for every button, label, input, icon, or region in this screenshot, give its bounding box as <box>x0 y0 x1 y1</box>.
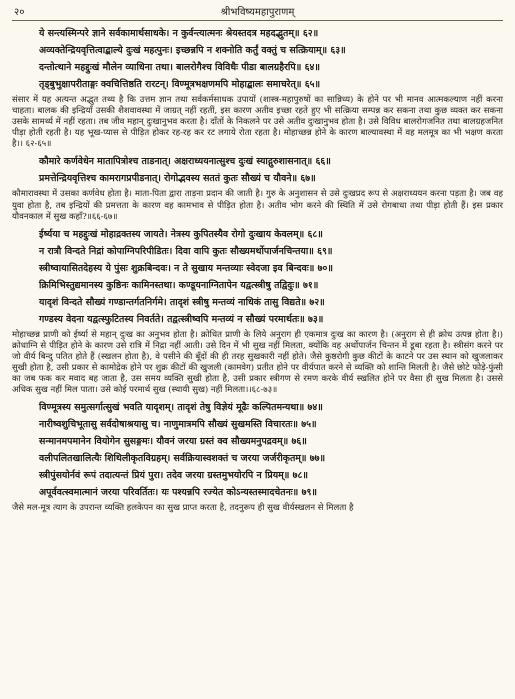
verse-62: ये सन्त्यस्मिन्परे ज्ञाने सर्वकामार्थसाधके। न कुर्वन्त्यात्मनः श्रेयस्तदत्र महदद्भुतम्॥ ६२॥ <box>39 28 319 39</box>
verse-79: अपूर्ववत्स्वमात्मानं जरया परिवर्तितः। यः पश्यन्नपि रज्येत कोऽन्यस्तस्मादचेतनः॥ ७९॥ <box>39 487 317 499</box>
commentary-66-67: कौमारावस्था में उसका कर्णवेध होता है। माता-पिता द्वारा ताड़ना प्रदान की जाती है। गुरु के अनुशासन से उसे दुःखप्रद रूप से अक्षराध्ययन करना पड़ता है। जब वह युवा होता है, तब इन्द्रियों की प्रमत्तता के कारण वह कामभाव से पीड़ित होता है। अतीव भोग करने की स्थिति में उसे रोगबाधा तथा पीड़ा होती हैं। इस प्रकार यौवनकाल में सुख कहाँ?॥६६-६७॥ <box>12 189 503 222</box>
verse-67: प्रमत्तेन्द्रियवृत्तिश्च कामरागप्रपीडनात्। रोगोद्भवस्य सततं कुतः सौख्यं च यौवने॥ ६७॥ <box>39 173 316 185</box>
verse-63: अव्यक्तेन्द्रियवृत्तित्वाद्बाल्ये दुःखं महत्पुनः। इच्छन्नपि न शक्नोति कर्तुं वक्तुं च सत्क्रियाम्॥ ६३॥ <box>39 45 346 56</box>
verse-66: कौमारे कर्णवेधेन मातापित्रोश्च ताडनात्। अक्षराध्ययनात्सुश्च दुःखं स्याद्गुरुशासनात्॥ ६६॥ <box>39 156 331 168</box>
verse-73: गण्डस्य वेदना यद्वत्स्फुटितस्य निवर्तते। तद्वत्स्त्रीष्वपि मन्तव्यं न सौख्यं परमार्थतः॥ ७३॥ <box>39 313 324 325</box>
verse-71: क्रिमिभिस्तुद्यमानस्य कुष्ठिनः कामिनस्तथा। कण्डूयनाग्नितापेन यद्वत्स्त्रीषु तद्विदुः॥ ७१॥ <box>39 279 319 291</box>
verse-76: सन्मानमपमानेन वियोगेन सुसङ्गमः। यौवनं जरया ग्रस्तं क्व सौख्यमनुपद्रवम्॥ ७६॥ <box>39 436 307 448</box>
verse-65: तृड्बुभुक्षापरीताङ्गः क्वचित्तिष्ठति रारटन्। विण्मूत्रभक्षणमपि मोहाद्बालः समाचरेत्॥ ६५॥ <box>39 79 321 90</box>
verse-75: नारीष्वशुचिभूतासु सर्वदोषाश्रयासु च। नाणुमात्रमपि सौख्यं सुखमस्ति विचारतः॥ ७५॥ <box>39 419 317 431</box>
commentary-68-73: मोहाच्छन्न प्राणी को ईर्ष्या से महान् दुःख का अनुभव होता है। क्रोधित प्राणी के लिये अनुराग ही एकमात्र दुःख का कारण है। (अनुराग से ही क्रोध उत्पन्न होता है।) क्रोधाग्नि से पीड़ित होने के कारण उसे रात्रि में निद्रा नहीं आती। उसे दिन में भी सुख नहीं मिलता, क्योंकि वह अर्थोपार्जन चिन्तन में डूबा रहता है। स्त्रीसंग करने पर जो वीर्य बिन्दु पतित होते हैं (स्खलन होता है), वे पसीने की बूँदों की ही तरह सुखकारी नहीं होते। जैसे कुष्ठरोगी कुछ कीटों के काटने पर उस स्थान को खुजलाकर सुखी होता है, उसी प्रकार से कामोद्रेक होने पर शुक्र कीटों की खुजली (कामवेग) प्रतीत होने पर वीर्यपात करने से व्यक्ति को शान्ति मिलती है। जैसे छोटे फोड़े-फुंसी का जब फक कर मवाद बह जाता है, उस समय व्यक्ति सुखी होता है, उसी प्रकार स्त्रीगण से रमण करके वीर्य स्खलित होने पर वैसा ही सुख मिलता है। उससे अधिक सुख नहीं मिल पाता। उसे कोई परमार्थ सुख (स्थायी सुख) नहीं मिलता।।६८-७३॥ <box>12 329 503 396</box>
verse-74: विण्मूत्रस्य समुत्सर्गात्सुखं भवति यादृशम्। तादृशं तेषु विज्ञेयं मूढैः कल्पितमन्यथा॥ ७४॥ <box>39 402 323 414</box>
header-rule <box>12 20 503 21</box>
page-header <box>0 4 515 18</box>
verse-77: वलीपलितखालित्यैः शिथिलीकृतविग्रहम्। सर्वक्रियास्वशक्तं च जरया जर्जरीकृतम्॥ ७७॥ <box>39 453 326 465</box>
verse-68: ईर्ष्यया च महद्दुःखं मोहाद्रक्तस्य जायते। नेत्रस्य कुपितस्यैव रोगो दुःखाय केवलम्॥ ६८॥ <box>39 228 323 240</box>
page-body <box>12 25 503 517</box>
verse-70: स्त्रीष्वायासितदेहस्य ये पुंसः शुक्रबिन्दवः। न ते सुखाय मन्तव्याः स्वेदजा इव बिन्दवः॥ ७०॥ <box>39 262 333 274</box>
commentary-62-65: संसार में यह अत्यन्त अद्भुत तथ्य है कि उत्तम ज्ञान तथा सर्वकर्मसाधक उपायों (शास्त्र-महापुरुषों का सान्निध्य) के होने पर भी मानव आत्मकल्याण नहीं करना चाहता। बालक की इन्द्रियाँ उसकी शैशवावस्था में जाग्रत् नहीं रहतीं, इस कारण अतीव इच्छा रहते हुए भी सत्क्रिया सम्पन्न कर सकना तथा कुछ व्यक्त कर सकना उसके सामर्थ्य में नहीं रहता। तब जीव महान् दुःखानुभव करता है। दाँतों के निकलने पर उसे अतीव दुःखानुभव होता है। उसे विविध बालरोगजनित तथा बालग्रहजनित पीड़ा होती रहती है। यह भूख-प्यास से पीड़ित होकर रह-रह कर रट लगाये रोता रहता है। मोहाच्छन्न होने के कारण बाल्यावस्था में वह मलमूत्र का भी भक्षण करता है।। ६२-६५॥ <box>12 95 503 150</box>
page-title: श्रीभविष्यमहापुराणम् <box>220 7 295 18</box>
verse-69: न रात्रौ विन्दते निद्रां कोपाग्निपरिपीडितः। दिवा वापि कुतः सौख्यमर्थोपार्जनचिन्तया॥ ६९॥ <box>39 245 333 257</box>
verse-64: दन्तोत्थाने महद्दुःखं मौलेन व्याधिना तथा। बालरोगैश्च विविधैः पीडा बालग्रहैरपि॥ ६४॥ <box>39 62 320 73</box>
verse-72: यादृशं विन्दते सौख्यं गण्डान्तर्गतनिर्गमे। तादृशं स्त्रीषु मन्तव्यं नाधिकं तासु विद्यते॥ ७२॥ <box>39 296 325 308</box>
commentary-74-79: जैसे मल-मूत्र त्याग के उपरान्त व्यक्ति हलकेपन का सुख प्राप्त करता है, तदनुरूप ही सुख वीर्यस्खलन से मिलता है <box>12 503 354 514</box>
page-number: २० <box>14 7 25 18</box>
verse-78: स्त्रीपुंसयोर्नवं रूपं तदात्यन्तं प्रियं पुरा। तदेव जरया ग्रस्तमुभयोरपि न प्रियम्॥ ७८॥ <box>39 470 309 482</box>
